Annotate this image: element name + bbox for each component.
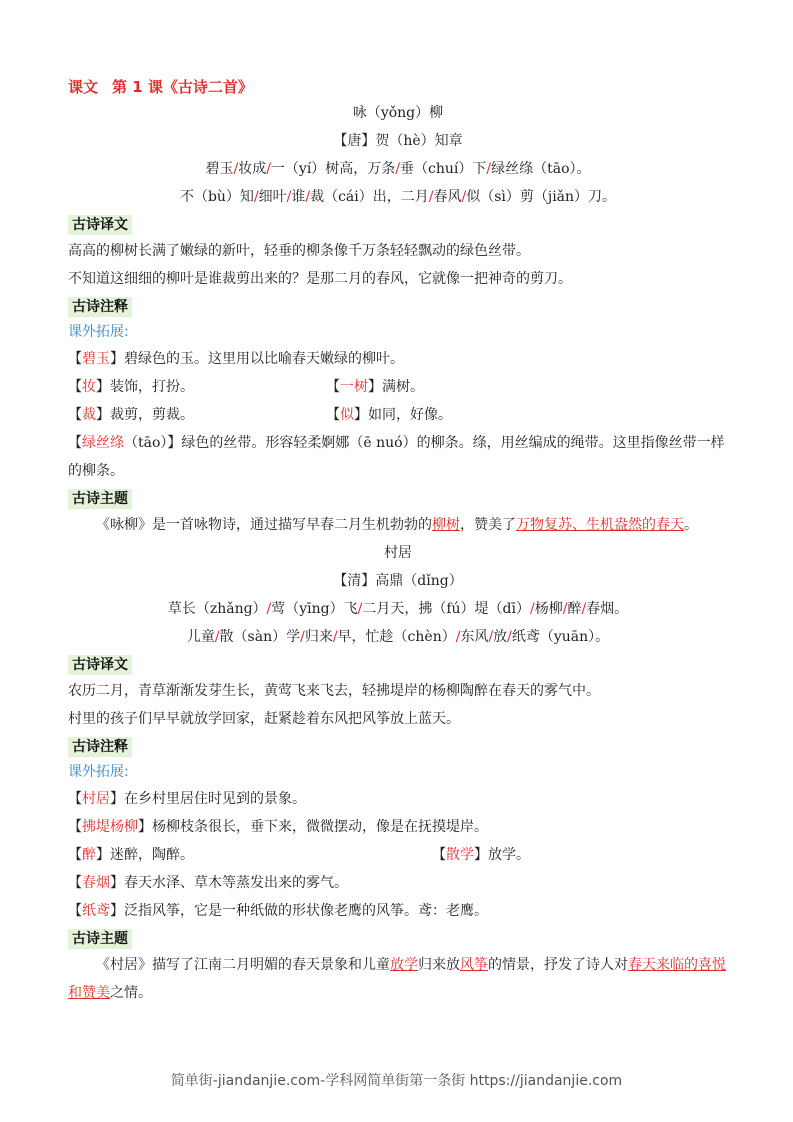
poem1-line2: 不（bù）知/细叶/谁/裁（cái）出，二月/春风/似（sì）剪（jiǎn）刀。	[179, 189, 617, 205]
poem2-note-row-3: 【醉】迷醉，陶醉。 【散学】放学。	[68, 847, 530, 863]
poem2-translation-line1: 农历二月，青草渐渐发芽生长，黄莺飞来飞去，轻拂堤岸的杨柳陶醉在春天的雾气中。	[68, 683, 600, 699]
poem1-line1: 碧玉/妆成/一（yí）树高，万条/垂（chuí）下/绿丝绦（tāo）。	[205, 161, 591, 177]
poem2-author: 【清】高鼎（dǐng）	[333, 573, 463, 589]
poem2-note-cunju: 【村居】在乡村里居住时见到的景象。	[68, 791, 306, 807]
poem2-note-fudiyangliu: 【拂堤杨柳】杨柳枝条很长，垂下来，微微摆动，像是在抚摸堤岸。	[68, 819, 488, 835]
poem1-note-row-2: 【妆】装饰，打扮。 【一树】满树。	[68, 379, 424, 395]
page-content	[68, 75, 728, 1007]
lesson-label: 课文	[68, 78, 99, 96]
poem2-note-chunyan: 【春烟】春天水泽、草木等蒸发出来的雾气。	[68, 875, 348, 891]
poem1-notes-heading: 古诗注释	[68, 297, 132, 317]
poem2-title: 村居	[384, 545, 412, 561]
poem2-translation-line2: 村里的孩子们早早就放学回家，赶紧趁着东风把风筝放上蓝天。	[68, 711, 460, 727]
poem1-theme-text: 《咏柳》是一首咏物诗，通过描写早春二月生机勃勃的柳树，赞美了万物复苏、生机盎然的春天。	[96, 517, 698, 533]
poem2-theme-text: 《村居》描写了江南二月明媚的春天景象和儿童放学归来放风筝的情景，抒发了诗人对春天来临的喜悦和赞美之情。	[68, 957, 726, 1001]
poem1-author: 【唐】贺（hè）知章	[333, 133, 463, 149]
poem1-translation-line1: 高高的柳树长满了嫩绿的新叶，轻垂的柳条像千万条轻轻飘动的绿色丝带。	[68, 243, 530, 259]
poem1-note-row-3: 【裁】裁剪，剪裁。 【似】如同，好像。	[68, 407, 452, 423]
poem2-line2: 儿童/散（sàn）学/归来/早，忙趁（chèn）/东风/放/纸鸢（yuān）。	[186, 629, 610, 645]
poem2-line1: 草长（zhǎnɡ）/莺（yīng）飞/二月天，拂（fú）堤（dī）/杨柳/醉/春烟。	[167, 601, 629, 617]
poem2-notes-heading: 古诗注释	[68, 737, 132, 757]
poem1-note-lvsitao: 【绿丝绦（tāo）】绿色的丝带。形容轻柔婀娜（ē nuó）的柳条。绦，用丝编成的绳带。这里指像丝带一样的柳条。	[68, 435, 725, 479]
poem2-note-zhiyuan: 【纸鸢】泛指风筝，它是一种纸做的形状像老鹰的风筝。鸢：老鹰。	[68, 903, 488, 919]
poem2-extension-label: 课外拓展:	[68, 764, 129, 780]
poem1-translation-heading: 古诗译文	[68, 215, 132, 235]
poem2-translation-heading: 古诗译文	[68, 655, 132, 675]
footer-watermark: 简单街-jiandanjie.com-学科网简单街第一条街 https://jiandanjie.com	[170, 1073, 623, 1089]
poem1-title: 咏（yǒng）柳	[352, 105, 444, 121]
lesson-header	[68, 75, 728, 99]
poem1-note-biyu: 【碧玉】碧绿色的玉。这里用以比喻春天嫩绿的柳叶。	[68, 351, 404, 367]
poem2-theme-heading: 古诗主题	[68, 929, 132, 949]
lesson-title: 第 1 课《古诗二首》	[112, 78, 253, 96]
poem1-translation-line2: 不知道这细细的柳叶是谁裁剪出来的？是那二月的春风，它就像一把神奇的剪刀。	[68, 271, 572, 287]
poem1-extension-label: 课外拓展:	[68, 324, 129, 340]
poem1-theme-heading: 古诗主题	[68, 489, 132, 509]
